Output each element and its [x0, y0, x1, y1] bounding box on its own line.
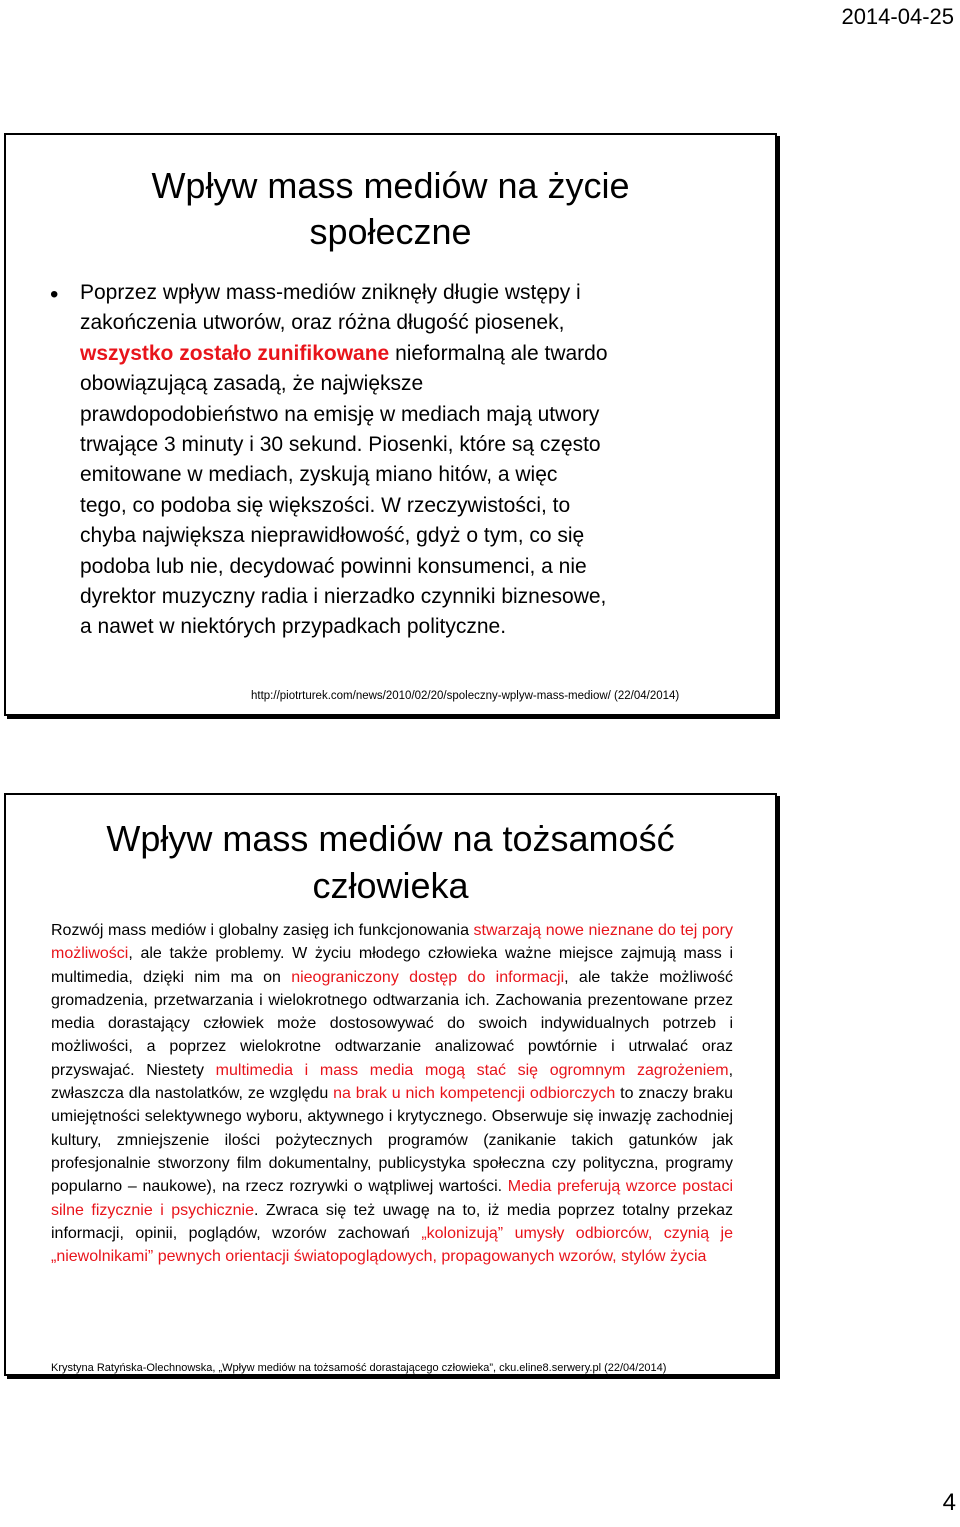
body-text-fragment: . Zwraca się też uwagę na to, iż media poprzez totalny przekaz informacji, opinii, poglądów, wzorów zachowań — [51, 1201, 733, 1242]
highlight-text: stwarzają nowe nieznane do tej pory możliwości — [51, 922, 733, 963]
slide-title — [6, 815, 775, 909]
body-line: zakończenia utworów, oraz różna długość piosenek, — [80, 311, 565, 335]
body-line: podoba lub nie, decydować powinni konsumenci, a nie — [80, 554, 587, 578]
body-text-fragment: , ale także problemy. W życiu młodego człowieka ważne miejsce zajmują mass i multimedia, dzięki nim ma on — [51, 945, 733, 986]
source-citation: http://piotrturek.com/news/2010/02/20/spoleczny-wplyw-mass-mediow/ (22/04/2014) — [251, 690, 680, 702]
body-line — [80, 339, 780, 369]
body-line: emitowane w mediach, zyskują miano hitów, a więc — [80, 463, 558, 487]
body-line: prawdopodobieństwo na emisję w mediach mają utwory — [80, 402, 600, 426]
slide-body-text — [51, 919, 733, 1268]
bullet-marker: • — [50, 281, 59, 308]
body-text-fragment: to znaczy braku umiejętności selektywnego wyboru, aktywnego i krytycznego. Obserwuje się inwazję zachodniej kultury, zmniejszenie ilości pożytecznych programów (zanikanie takich gatunków jak profesjonalnie stworzony film dokumentalny, publicystyka społeczna czy polityczna, programy popularno – naukowe), na rzecz rozrywki o wątpliwej wartości. — [51, 1085, 734, 1196]
highlight-text: nieograniczony dostęp do informacji — [291, 968, 565, 986]
slide-mass-media-social-life — [4, 133, 777, 716]
slide-title-line-2: społeczne — [309, 211, 472, 252]
slide-title — [6, 163, 775, 255]
highlight-text: „kolonizują” umysły odbiorców, czynią je „niewolnikami” pewnych orientacji światopoglądowych, propagowanych wzorów, stylów życia — [51, 1224, 734, 1266]
body-line: chyba największa nieprawidłowość, gdyż o tym, co się — [80, 524, 585, 548]
body-line: tego, co podoba się większości. W rzeczywistości, to — [80, 493, 571, 517]
body-line: obowiązującą zasadą, że największe — [80, 372, 424, 396]
body-line: dyrektor muzyczny radia i nierzadko czynniki biznesowe, — [80, 585, 607, 609]
page-number: 4 — [942, 1489, 956, 1516]
highlight-text: Media preferują wzorce postaci silne fizycznie i psychicznie — [51, 1178, 733, 1219]
body-text-fragment: , ale także możliwość gromadzenia, przetwarzania i wielokrotnego odtwarzania ich. Zachowania prezentowane przez media dorastający człowiek może dostosowywać do swoich indywidualnych potrzeb i możliwości, a poprzez wielokrotne odtwarzanie analizować powtórnie i utrwalać oraz przyswajać. Niestety — [51, 968, 733, 1079]
slide-body-text — [80, 278, 780, 643]
body-text-fragment: Rozwój mass mediów i globalny zasięg ich funkcjonowania — [51, 922, 474, 939]
body-text-fragment: , zwłaszcza dla nastolatków, ze względu — [51, 1061, 734, 1103]
body-line: trwające 3 minuty i 30 sekund. Piosenki, które są często — [80, 433, 601, 457]
body-text-fragment: nieformalną ale twardo — [389, 341, 608, 365]
slide-mass-media-identity — [4, 793, 777, 1376]
source-citation: Krystyna Ratyńska-Olechnowska, „Wpływ mediów na tożsamość dorastającego człowieka”, cku.eline8.serwery.pl (22/04/2014) — [51, 1362, 667, 1374]
slide-title-line-2: człowieka — [312, 865, 469, 906]
highlight-text: na brak u nich kompetencji odbiorczych — [333, 1085, 616, 1103]
body-line: a nawet w niektórych przypadkach polityczne. — [80, 615, 507, 639]
highlight-text: wszystko zostało zunifikowane — [80, 341, 390, 365]
slide-title-line-1: Wpływ mass mediów na życie — [151, 165, 630, 206]
highlight-text: multimedia i mass media mogą stać się ogromnym zagrożeniem — [215, 1061, 729, 1079]
slide-title-line-1: Wpływ mass mediów na tożsamość — [106, 818, 675, 859]
body-line: Poprzez wpływ mass-mediów zniknęły długie wstępy i — [80, 281, 581, 304]
header-date: 2014-04-25 — [841, 4, 954, 29]
